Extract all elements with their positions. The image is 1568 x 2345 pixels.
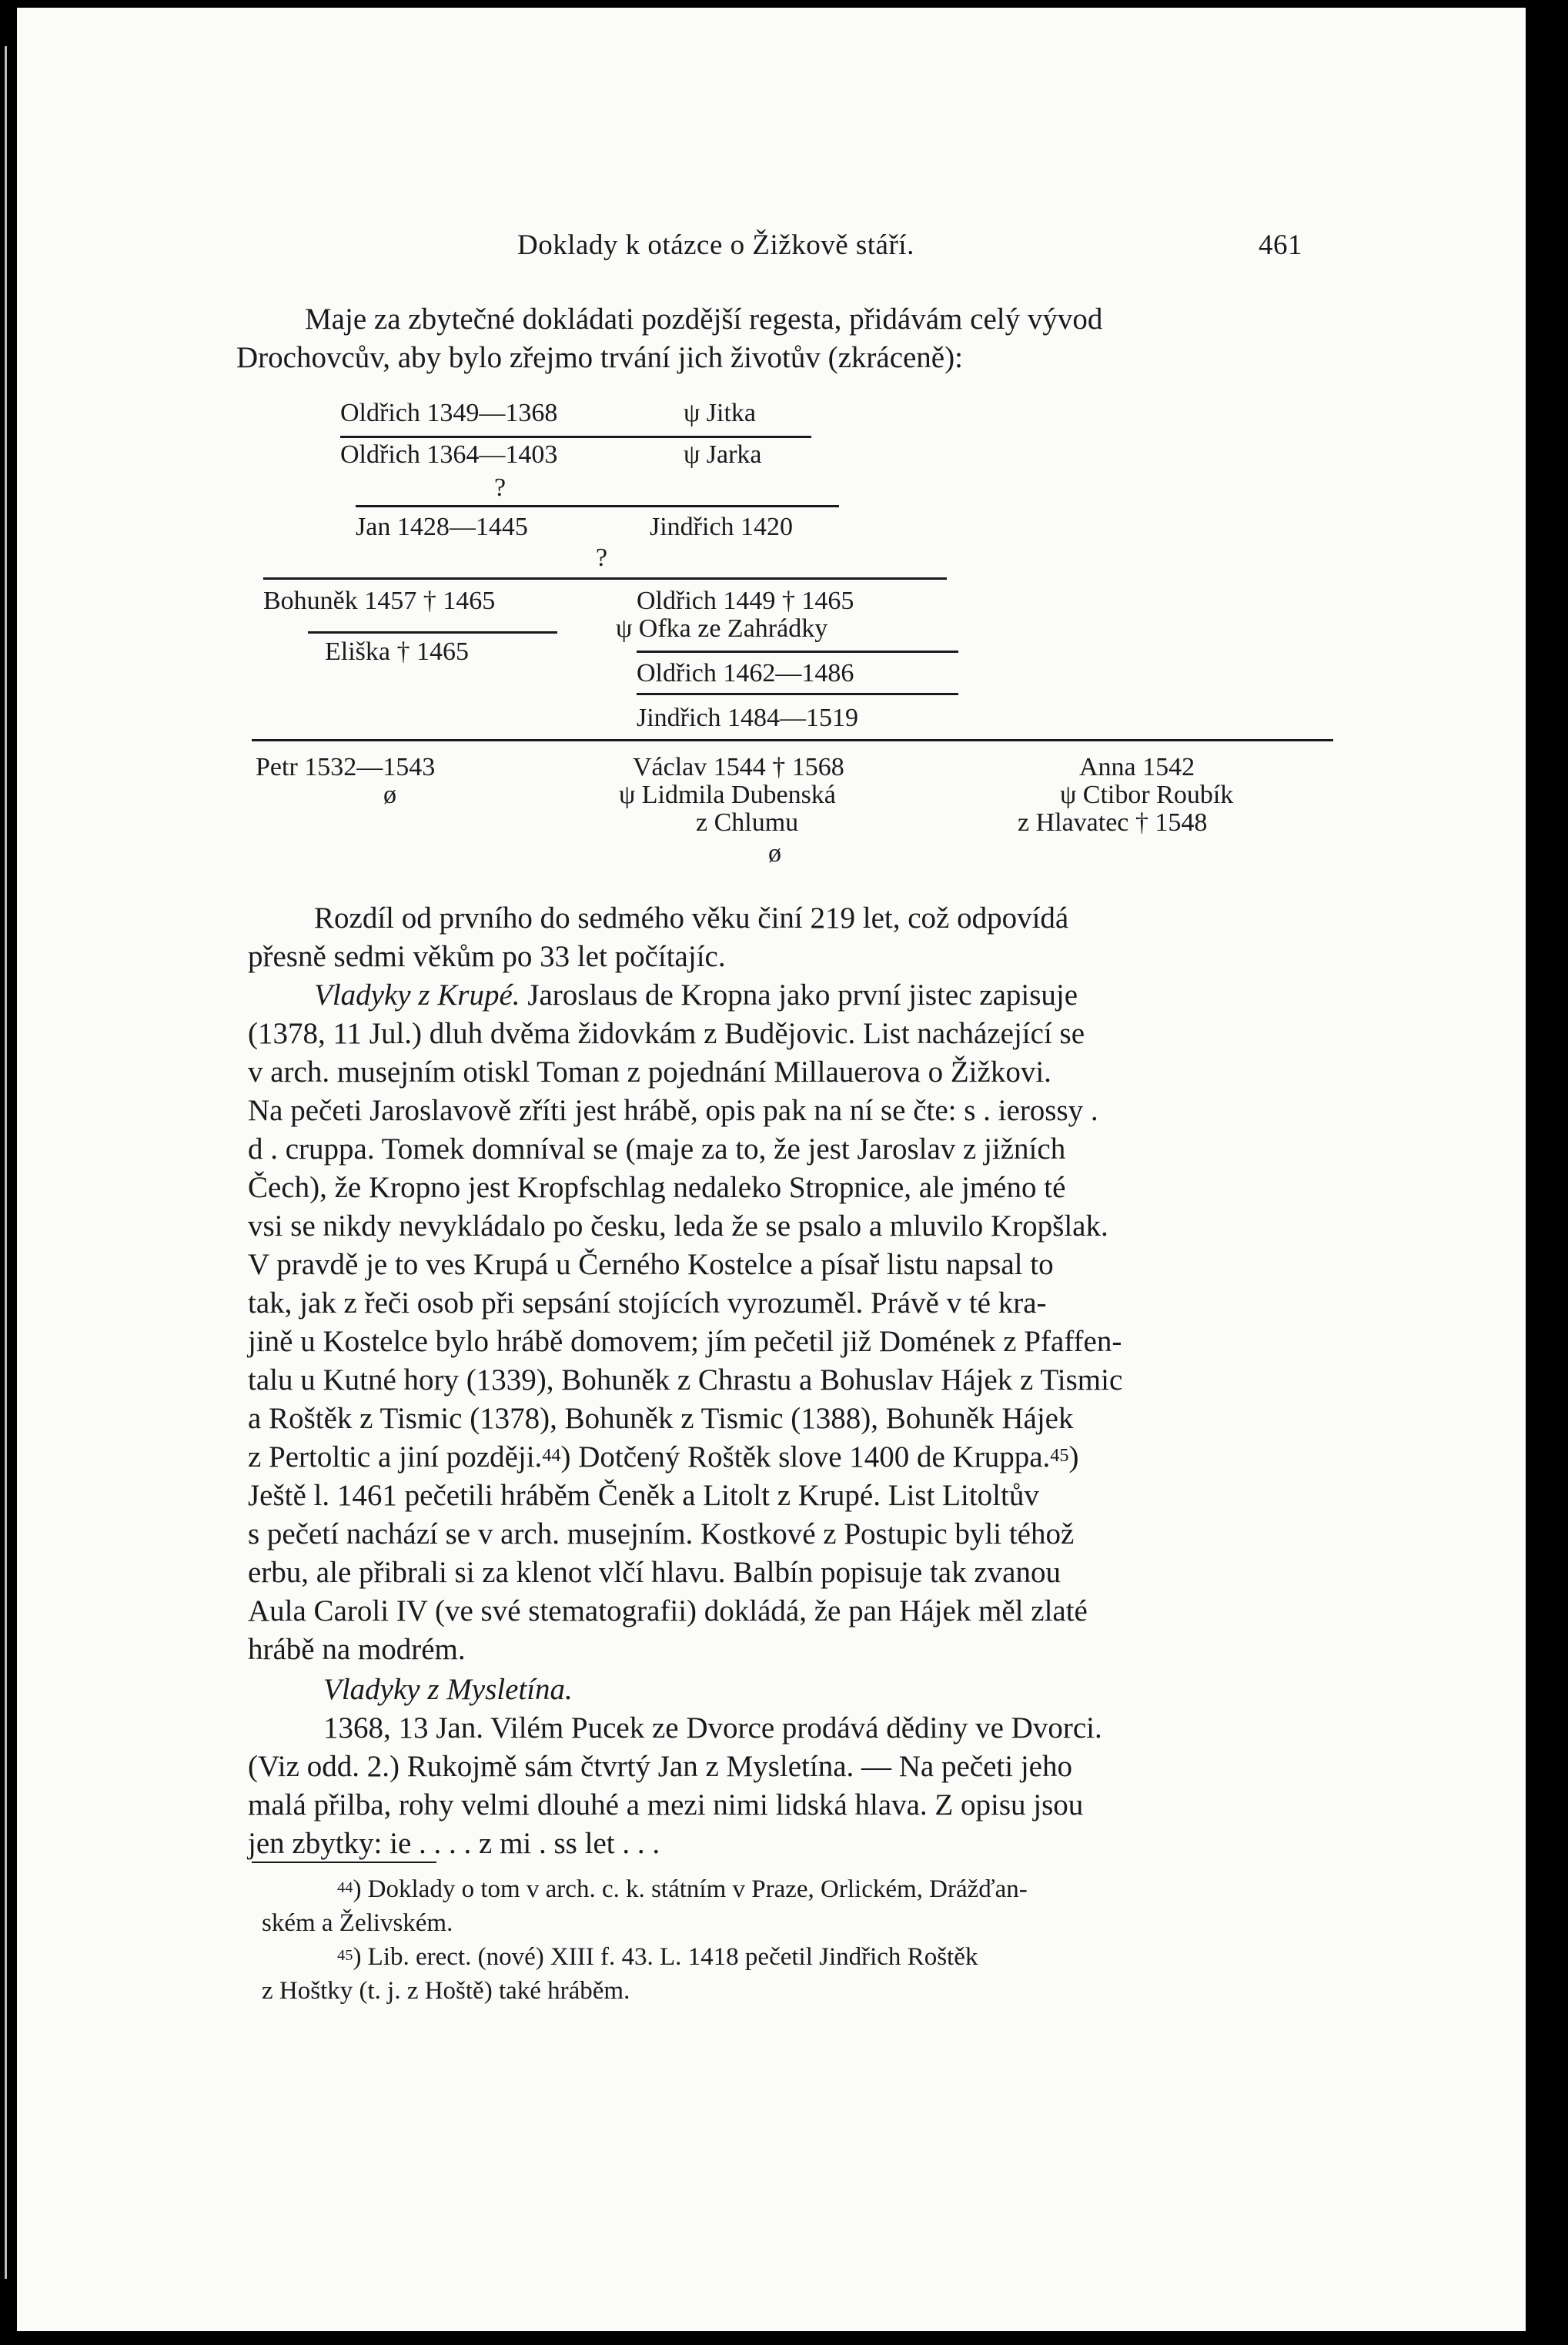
text-line: přesně sedmi věkům po 33 let počítajíc. bbox=[248, 940, 726, 973]
tree-entry: Oldřich 1462—1486 bbox=[637, 659, 854, 687]
tree-entry: ψ Lidmila Dubenská bbox=[619, 781, 836, 809]
tree-entry: Oldřich 1349—1368 bbox=[340, 399, 558, 427]
text-span: Jaroslaus de Kropna jako první jistec zapisuje bbox=[520, 978, 1078, 1012]
tree-entry: Petr 1532—1543 bbox=[256, 753, 436, 781]
page-number: 461 bbox=[1259, 229, 1302, 261]
footnote-text: ) Doklady o tom v arch. c. k. státním v Praze, Orlickém, Drážďan- bbox=[353, 1875, 1028, 1903]
text-line: Na pečeti Jaroslavově zříti jest hrábě, opis pak na ní se čte: s . ierossy . bbox=[248, 1094, 1098, 1127]
running-head: Doklady k otázce o Žižkově stáří. bbox=[517, 229, 914, 261]
text-line: 1368, 13 Jan. Vilém Pucek ze Dvorce prodává dědiny ve Dvorci. bbox=[323, 1711, 1102, 1745]
text-line: Drochovcův, aby bylo zřejmo trvání jich životův (zkráceně): bbox=[236, 341, 963, 374]
tree-entry: Jan 1428—1445 bbox=[356, 513, 528, 541]
tree-entry: ψ Ctibor Roubík bbox=[1060, 781, 1234, 809]
tree-rule bbox=[252, 739, 1333, 741]
footnote-mark: 45 bbox=[337, 1947, 353, 1964]
tree-entry: z Hlavatec † 1548 bbox=[1018, 808, 1208, 837]
text-line: jen zbytky: ie . . . . z mi . ss let . . . bbox=[248, 1827, 660, 1860]
tree-entry: Jindřich 1420 bbox=[650, 513, 794, 541]
text-line: s pečetí nachází se v arch. musejním. Kostkové z Postupic byli téhož bbox=[248, 1517, 1075, 1551]
text-line: talu u Kutné hory (1339), Bohuněk z Chrastu a Bohuslav Hájek z Tismic bbox=[248, 1363, 1123, 1397]
text-line: a Roštěk z Tismic (1378), Bohuněk z Tismic (1388), Bohuněk Hájek bbox=[248, 1402, 1074, 1435]
text-line: (Viz odd. 2.) Rukojmě sám čtvrtý Jan z Mysletína. — Na pečeti jeho bbox=[248, 1750, 1072, 1783]
text-span: ) Dotčený Roštěk slove 1400 de Kruppa. bbox=[560, 1440, 1051, 1474]
tree-entry: ψ Jarka bbox=[684, 440, 762, 469]
footnote-ref-44: 44 bbox=[542, 1445, 561, 1466]
text-line: vsi se nikdy nevykládalo po česku, leda že se psalo a mluvilo Kropšlak. bbox=[248, 1209, 1108, 1243]
footnote-text: ském a Želivském. bbox=[262, 1909, 453, 1937]
tree-entry: ψ Ofka ze Zahrádky bbox=[616, 614, 828, 643]
tree-entry: ø bbox=[768, 839, 781, 868]
tree-rule bbox=[356, 505, 839, 507]
text-line: Čech), že Kropno jest Kropfschlag nedaleko Stropnice, ale jméno té bbox=[248, 1171, 1066, 1204]
text-line: malá přilba, rohy velmi dlouhé a mezi nimi lidská hlava. Z opisu jsou bbox=[248, 1788, 1084, 1821]
footnote-ref-45: 45 bbox=[1050, 1445, 1069, 1466]
scan-edge-line bbox=[5, 46, 7, 2279]
tree-entry: Oldřich 1364—1403 bbox=[340, 440, 558, 469]
footnote-45 bbox=[337, 1940, 978, 1974]
footnote-separator bbox=[252, 1862, 436, 1863]
text-line bbox=[314, 976, 1078, 1015]
tree-entry: ? bbox=[596, 544, 608, 572]
tree-entry: z Chlumu bbox=[696, 808, 799, 837]
tree-entry: Jindřich 1484—1519 bbox=[637, 704, 859, 732]
text-line: tak, jak z řeči osob při sepsání stojících vyrozuměl. Právě v té kra- bbox=[248, 1286, 1047, 1320]
tree-entry: Bohuněk 1457 † 1465 bbox=[263, 587, 496, 615]
text-line: erbu, ale přibrali si za klenot vlčí hlavu. Balbín popisuje tak zvanou bbox=[248, 1556, 1061, 1589]
text-line: hrábě na modrém. bbox=[248, 1633, 466, 1666]
text-line: jině u Kostelce bylo hrábě domovem; jím pečetil již Domének z Pfaffen- bbox=[248, 1325, 1122, 1358]
text-line: Maje za zbytečné dokládati pozdější regesta, přidávám celý vývod bbox=[305, 303, 1103, 336]
section-heading-krupe: Vladyky z Krupé. bbox=[314, 978, 520, 1012]
footnote-44 bbox=[337, 1872, 1028, 1906]
footnote-text: ) Lib. erect. (nové) XIII f. 43. L. 1418 pečetil Jindřich Roštěk bbox=[353, 1943, 978, 1971]
footnote-text: z Hoštky (t. j. z Hoště) také hráběm. bbox=[262, 1977, 630, 2005]
tree-rule bbox=[637, 693, 958, 695]
tree-entry: ψ Jitka bbox=[684, 399, 756, 427]
text-line: v arch. musejním otiskl Toman z pojednání Millauerova o Žižkovi. bbox=[248, 1055, 1051, 1089]
text-line: d . cruppa. Tomek domníval se (maje za to, že jest Jaroslav z jižních bbox=[248, 1132, 1066, 1166]
tree-rule bbox=[637, 651, 958, 653]
text-line bbox=[248, 1438, 1078, 1477]
scan-edge bbox=[0, 0, 17, 2345]
text-line: Ještě l. 1461 pečetili hráběm Čeněk a Litolt z Krupé. List Litoltův bbox=[248, 1479, 1039, 1512]
text-line: (1378, 11 Jul.) dluh dvěma židovkám z Budějovic. List nacházející se bbox=[248, 1017, 1085, 1050]
tree-entry: ø bbox=[383, 781, 396, 809]
tree-rule bbox=[340, 436, 811, 438]
text-line: Rozdíl od prvního do sedmého věku činí 219 let, což odpovídá bbox=[314, 902, 1069, 935]
tree-rule bbox=[308, 631, 557, 634]
tree-entry: Oldřich 1449 † 1465 bbox=[637, 587, 854, 615]
tree-rule bbox=[263, 577, 947, 580]
tree-entry: Anna 1542 bbox=[1079, 753, 1195, 781]
book-page bbox=[17, 8, 1526, 2331]
tree-entry: Václav 1544 † 1568 bbox=[633, 753, 844, 781]
footnote-mark: 44 bbox=[337, 1879, 353, 1896]
text-line: V pravdě je to ves Krupá u Černého Kostelce a písař listu napsal to bbox=[248, 1248, 1054, 1281]
section-heading-mysletin: Vladyky z Mysletína. bbox=[323, 1673, 573, 1706]
tree-entry: ? bbox=[494, 473, 507, 502]
tree-entry: Eliška † 1465 bbox=[325, 637, 469, 666]
text-span: ) bbox=[1068, 1440, 1079, 1474]
text-line: Aula Caroli IV (ve své stematografii) dokládá, že pan Hájek měl zlaté bbox=[248, 1594, 1088, 1627]
text-span: z Pertoltic a jiní později. bbox=[248, 1440, 543, 1474]
